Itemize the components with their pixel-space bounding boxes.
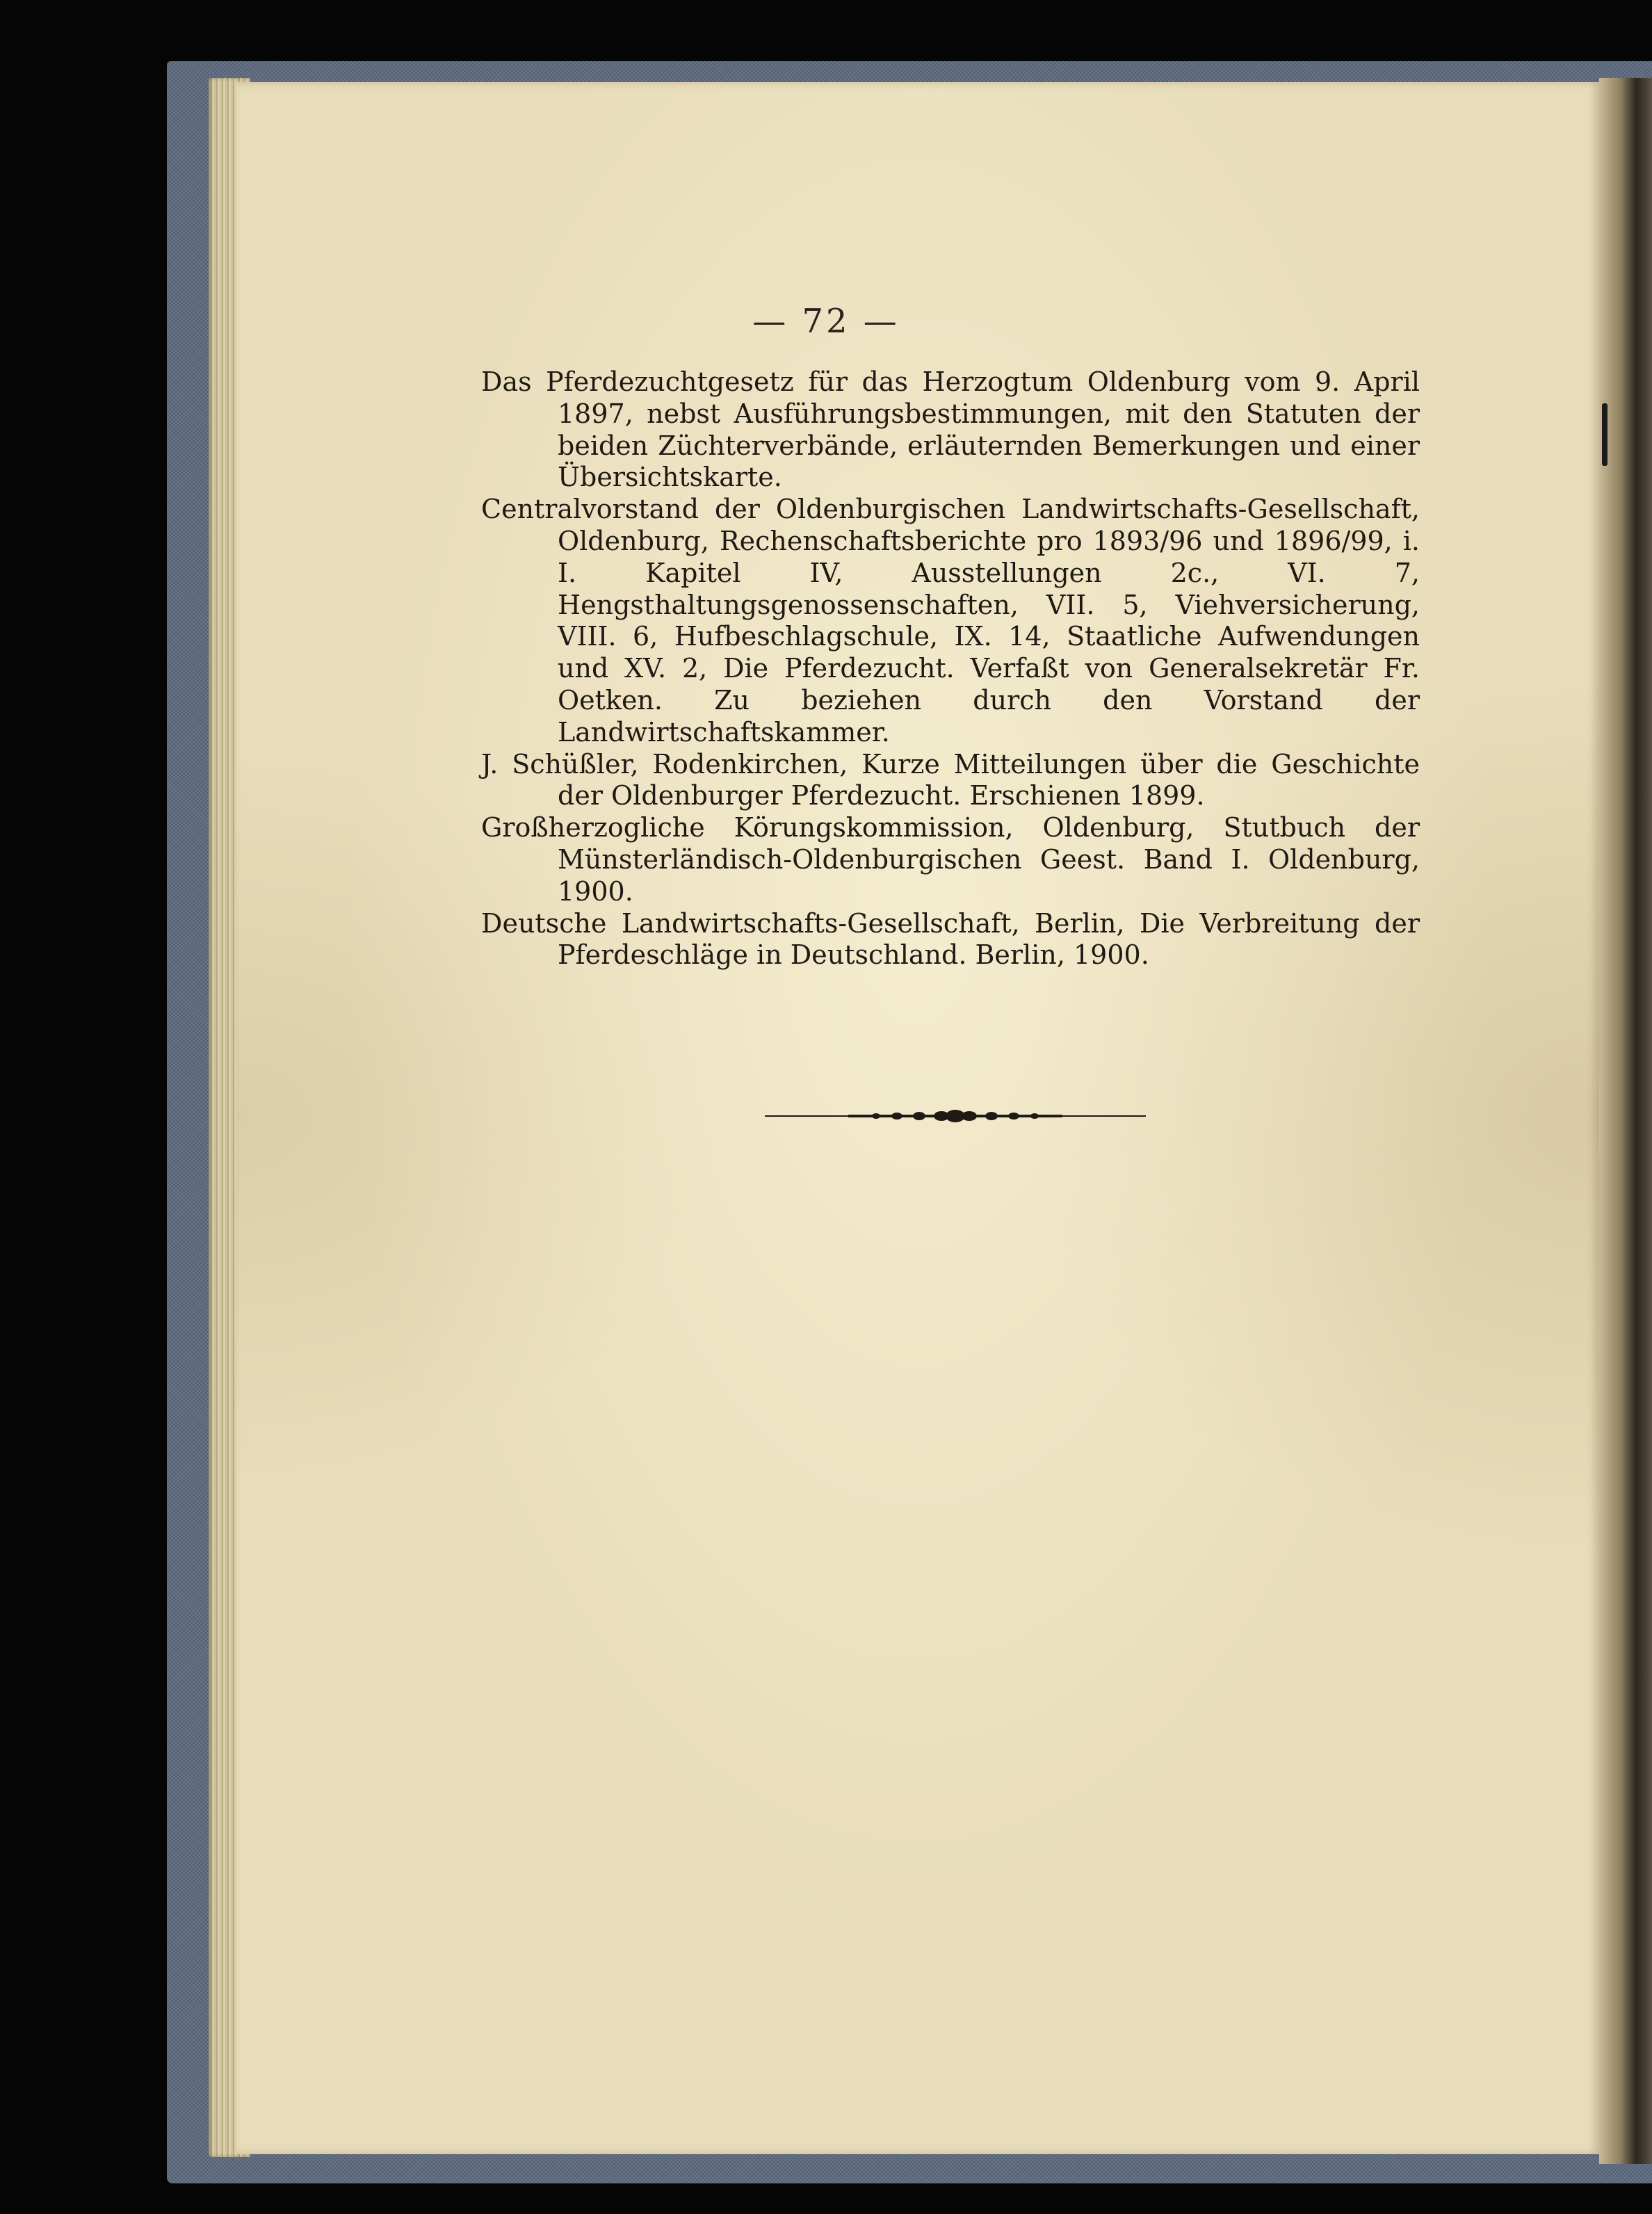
bibliography-list: [481, 366, 1420, 971]
bibliography-entry: Deutsche Landwirtschafts-Gesellschaft, Berlin, Die Verbreitung der Pferdeschläge in Deutschland. Berlin, 1900.: [481, 907, 1420, 971]
bibliography-entry: Großherzogliche Körungskommission, Oldenburg, Stutbuch der Münsterländisch-Oldenburgischen Geest. Band I. Oldenburg, 1900.: [481, 812, 1420, 907]
ornament-divider-icon: [765, 1104, 1146, 1128]
bibliography-entry: J. Schüßler, Rodenkirchen, Kurze Mitteilungen über die Geschichte der Oldenburger Pferdezucht. Erschienen 1899.: [481, 748, 1420, 811]
bibliography-entry: Centralvorstand der Oldenburgischen Landwirtschafts-Gesellschaft, Oldenburg, Rechenschaftsberichte pro 1893/96 und 1896/99, i. I. Kapitel IV, Ausstellungen 2c., VI. 7, Hengsthaltungsgenossenschaften, VII. 5, Viehversicherung, VIII. 6, Hufbeschlagschule, IX. 14, Staatliche Aufwendungen und XV. 2, Die Pferdezucht. Verfaßt von Generalsekretär Fr. Oetken. Zu beziehen durch den Vorstand der Landwirtschaftskammer.: [481, 494, 1420, 748]
book-gutter: [1599, 78, 1652, 2164]
bibliography-entry: Das Pferdezuchtgesetz für das Herzogtum Oldenburg vom 9. April 1897, nebst Ausführungsbestimmungen, mit den Statuten der beiden Züchterverbände, erläuternden Bemerkungen und einer Übersichtskarte.: [481, 366, 1420, 493]
page-number: — 72 —: [752, 302, 900, 341]
gutter-mark: [1602, 403, 1608, 466]
